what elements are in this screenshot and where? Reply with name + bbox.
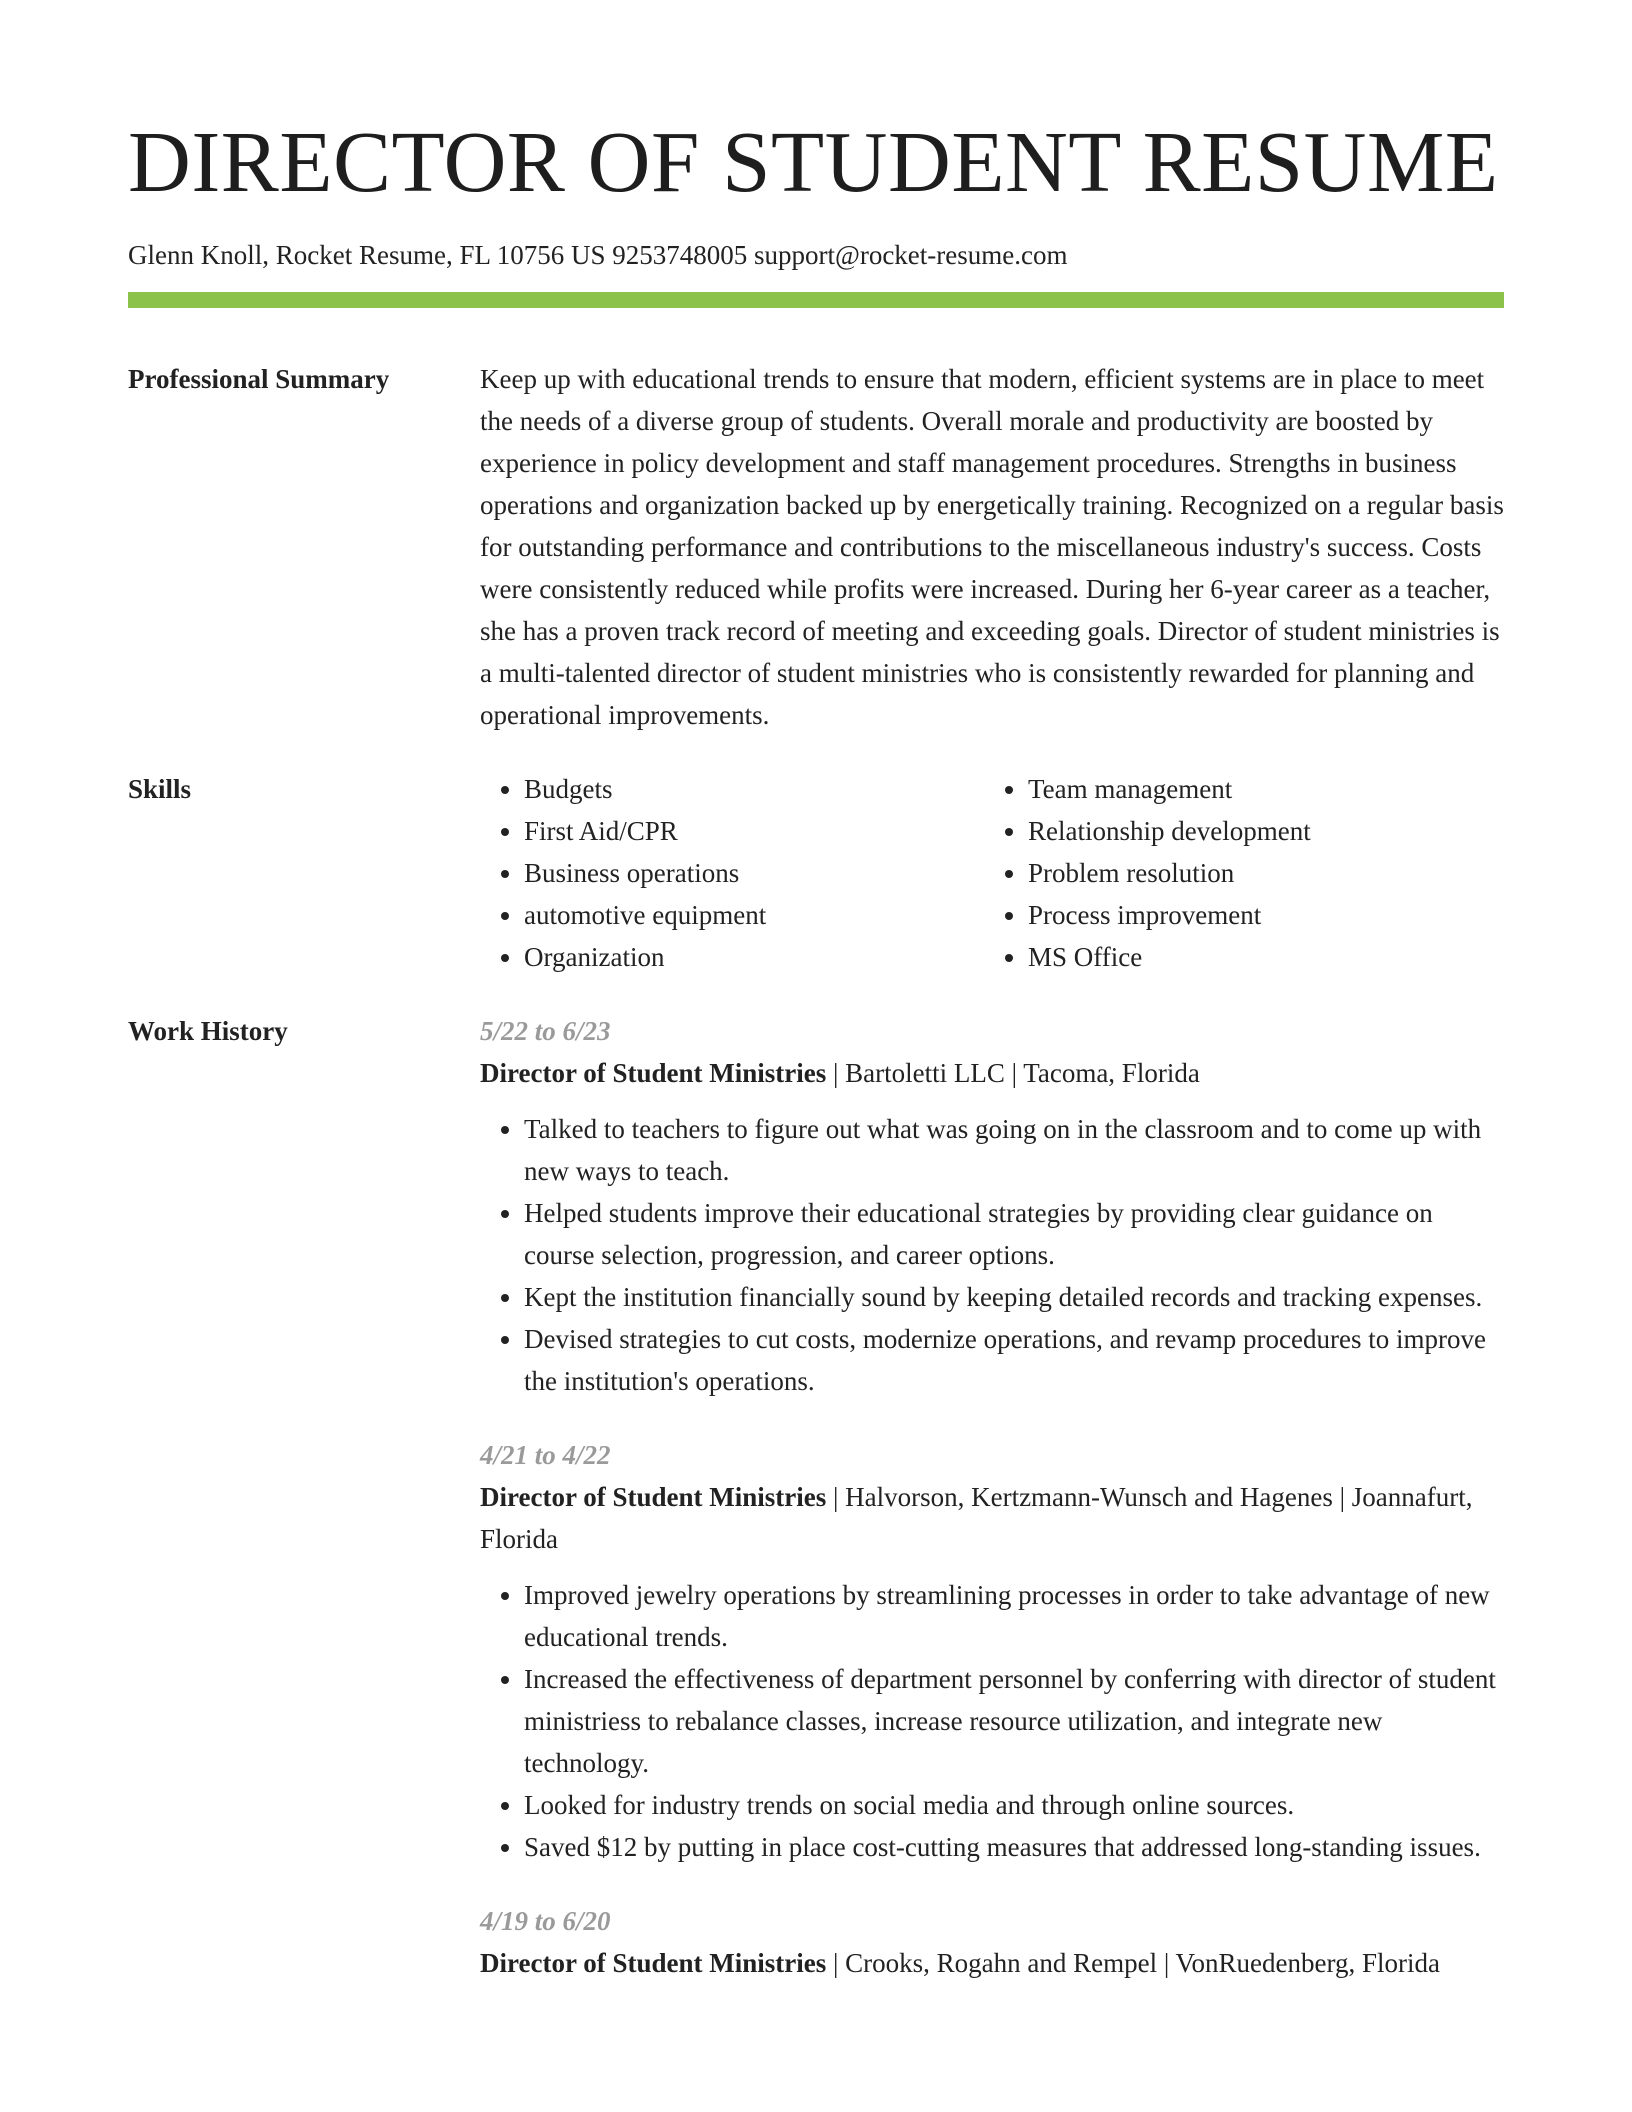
skill-item: • Team management — [1028, 768, 1488, 810]
contact-line: Glenn Knoll, Rocket Resume, FL 10756 US 9253748005 support@rocket-resume.com — [128, 240, 1068, 270]
skill-item: • Relationship development — [1028, 810, 1488, 852]
job-bullet: • Improved jewelry operations by streamlining processes in order to take advantage of new educational trends. — [524, 1574, 1504, 1658]
job-bullet: • Looked for industry trends on social media and through online sources. — [524, 1784, 1504, 1826]
skill-item: • automotive equipment — [524, 894, 984, 936]
job-bullet: • Increased the effectiveness of department personnel by conferring with director of student ministriess to rebalance classes, increase resource utilization, and integrate new technology. — [524, 1658, 1504, 1784]
job-employer-location: | Halvorson, Kertzmann-Wunsch and Hagenes | Joannafurt, Florida — [480, 1482, 1473, 1555]
job-employer-location: | Bartoletti LLC | Tacoma, Florida — [826, 1058, 1200, 1089]
job-entry — [480, 1010, 1504, 1402]
skill-item: • Process improvement — [1028, 894, 1488, 936]
job-title: Director of Student Ministries — [480, 1948, 827, 1979]
job-entry — [480, 1434, 1504, 1868]
job-title: Director of Student Ministries — [480, 1058, 827, 1089]
resume-title: DIRECTOR OF STUDENT RESUME — [128, 113, 1499, 210]
skill-item: • Problem resolution — [1028, 852, 1488, 894]
job-entry — [480, 1900, 1504, 1984]
skills-section — [128, 768, 1504, 978]
professional-summary-section — [128, 358, 1504, 736]
job-employer-location: | Crooks, Rogahn and Rempel | VonRuedenberg, Florida — [826, 1948, 1440, 1979]
summary-text: Keep up with educational trends to ensure that modern, efficient systems are in place to meet the needs of a diverse group of students. Overall morale and productivity are boosted by experience in policy development and staff management procedures. Strengths in business operations and organization backed up by energetically training. Recognized on a regular basis for outstanding performance and contributions to the miscellaneous industry's success. Costs were consistently reduced while profits were increased. During her 6-year career as a teacher, she has a proven track record of meeting and exceeding goals. Director of student ministries is a multi-talented director of student ministries who is consistently rewarded for planning and operational improvements. — [480, 364, 1504, 731]
skills-column-right — [984, 768, 1488, 978]
job-bullet: • Talked to teachers to figure out what was going on in the classroom and to come up with new ways to teach. — [524, 1108, 1504, 1192]
job-bullet: • Devised strategies to cut costs, modernize operations, and revamp procedures to improve the institution's operations. — [524, 1318, 1504, 1402]
skills-column-left — [480, 768, 984, 978]
work-history-section — [128, 1010, 1504, 2016]
job-bullets — [480, 1108, 1504, 1402]
skill-item: • Organization — [524, 936, 984, 978]
job-dates: 4/21 to 4/22 — [480, 1440, 611, 1471]
job-dates: 4/19 to 6/20 — [480, 1906, 611, 1937]
skill-item: • First Aid/CPR — [524, 810, 984, 852]
job-heading — [480, 1052, 1504, 1094]
job-bullet: • Helped students improve their educational strategies by providing clear guidance on course selection, progression, and career options. — [524, 1192, 1504, 1276]
section-label-skills: Skills — [128, 774, 192, 805]
skill-item: • MS Office — [1028, 936, 1488, 978]
job-dates: 5/22 to 6/23 — [480, 1016, 611, 1047]
job-bullet: • Saved $12 by putting in place cost-cutting measures that addressed long-standing issues. — [524, 1826, 1504, 1868]
resume-page — [128, 113, 1504, 2016]
section-label-summary: Professional Summary — [128, 364, 390, 395]
skills-grid — [480, 768, 1504, 978]
accent-divider — [128, 292, 1504, 308]
section-label-work: Work History — [128, 1016, 288, 1047]
job-bullet: • Kept the institution financially sound by keeping detailed records and tracking expenses. — [524, 1276, 1504, 1318]
job-title: Director of Student Ministries — [480, 1482, 827, 1513]
skill-item: • Budgets — [524, 768, 984, 810]
skill-item: • Business operations — [524, 852, 984, 894]
job-heading — [480, 1942, 1504, 1984]
job-heading — [480, 1476, 1504, 1560]
job-bullets — [480, 1574, 1504, 1868]
